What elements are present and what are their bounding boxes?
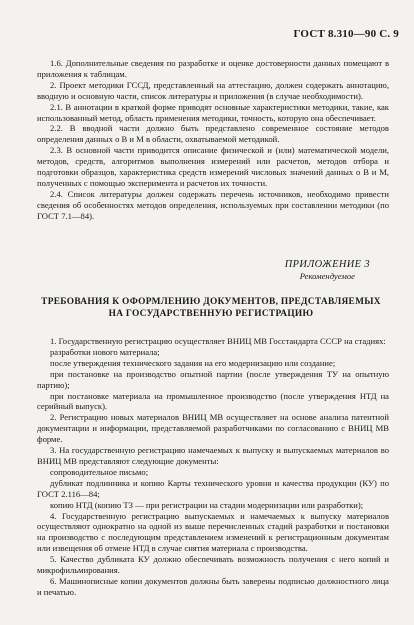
paragraph: 3. На государственную регистрацию намечаемых к выпуску и выпускаемых материалов во ВНИЦ МВ представляют следующие документы: bbox=[37, 445, 389, 466]
paragraph: 4. Государственную регистрацию выпускаемых и намечаемых к выпуску материалов осуществляют однократно на одной из выше перечисленных стадий разработки и постановки на производство с последующим представлением изменений к регистрационным документам или извещения об отмене НТД в случае снятия материала с производства. bbox=[37, 510, 389, 554]
appendix-label bbox=[285, 258, 370, 282]
page-header: ГОСТ 8.310—90 С. 9 bbox=[293, 28, 399, 40]
paragraph: 2.1. В аннотации в краткой форме приводят основные характеристики методики, такие, как использованный метод, область применения методики, точность, которую она обеспечивает. bbox=[37, 101, 389, 123]
heading-line-1: ТРЕБОВАНИЯ К ОФОРМЛЕНИЮ ДОКУМЕНТОВ, ПРЕДСТАВЛЯЕМЫХ bbox=[41, 297, 381, 307]
paragraph: дубликат подлинника и копию Карты технического уровня и качества продукции (КУ) по ГОСТ 2.116—84; bbox=[37, 477, 389, 499]
paragraph: 2.2. В вводной части должно быть представлено современное состояние методов определения данных о В и М в области, охватываемой методикой. bbox=[37, 123, 389, 145]
paragraph: 2.4. Список литературы должен содержать перечень источников, необходимо привести сведения об особенностях методов определения, используемых при составлении методики (по ГОСТ 7.1—84). bbox=[37, 188, 389, 221]
section-heading bbox=[30, 296, 392, 320]
paragraph: копию НТД (копию ТЗ — при регистрации на стадии модернизации или разработки); bbox=[50, 499, 364, 510]
paragraph: 1.6. Дополнительные сведения по разработке и оценке достоверности данных помещают в приложения к таблицам. bbox=[37, 58, 389, 79]
paragraph: 5. Качество дубликата КУ должно обеспечивать возможность получения с него копий и микрофильмирования. bbox=[37, 554, 389, 576]
appendix-title: ПРИЛОЖЕНИЕ 3 bbox=[284, 259, 370, 270]
section-registration bbox=[37, 336, 389, 598]
heading-line-2: НА ГОСУДАРСТВЕННУЮ РЕГИСТРАЦИЮ bbox=[108, 309, 314, 319]
section-requirements bbox=[37, 58, 389, 222]
paragraph: после утверждения технического задания на его модернизацию или создание; bbox=[50, 357, 336, 368]
paragraph: при постановке на производство опытной партии (после утверждения ТУ на опытную партию); bbox=[37, 368, 389, 390]
paragraph: разработки нового материала; bbox=[50, 346, 160, 357]
paragraph: 2.3. В основной части приводится описание физической и (или) математической модели, методов, средств, алгоритмов выполнения измерений или расчетов, методов отбора и подготовки образцов, характеристика средств измерений числовых значений данных о В и М, полученных с помощью эксперимента и расчетов их точности. bbox=[37, 145, 389, 188]
paragraph: 2. Регистрацию новых материалов ВНИЦ МВ осуществляет на основе анализа патентной документации и информации, представляемой разработчиками по согласованию с ВНИЦ МВ форме. bbox=[37, 412, 389, 445]
paragraph: при постановке материала на промышленное производство (после утверждения НТД на серийный выпуск). bbox=[37, 390, 389, 412]
appendix-subtitle: Рекомендуемое bbox=[299, 271, 355, 281]
paragraph: 1. Государственную регистрацию осуществляет ВНИЦ МВ Госстандарта СССР на стадиях: bbox=[50, 336, 386, 346]
paragraph: 6. Машинописные копии документов должны быть заверены подписью должностного лица и печатью. bbox=[37, 575, 389, 597]
paragraph: 2. Проект методики ГССД, представленный на аттестацию, должен содержать аннотацию, вводную и основную части, список литературы и приложения (в случае необходимости). bbox=[37, 79, 389, 101]
paragraph: сопроводительное письмо; bbox=[50, 466, 149, 477]
